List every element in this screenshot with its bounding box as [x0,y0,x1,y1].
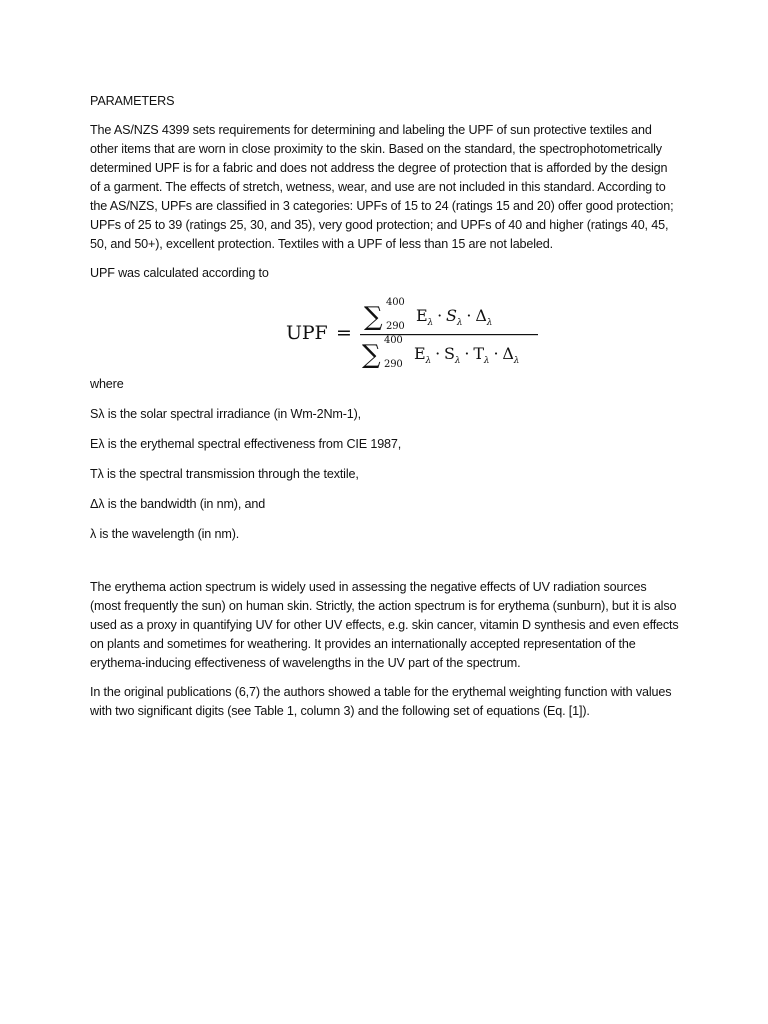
definition-item: λ is the wavelength (in nm). [90,527,240,541]
numerator-terms: $E_\lambda \cdot S_\lambda \cdot \Delta_\lambda$ [416,306,493,328]
section-spacer [90,555,680,578]
document-body [90,92,680,731]
definition-item: Eλ is the erythemal spectral effectiveness from CIE 1987, [90,437,402,451]
numerator-sum-upper: 400 [386,297,405,308]
denominator-terms: $E_\lambda \cdot S_\lambda \cdot T_\lambda \cdot \Delta_\lambda$ [414,344,520,366]
formula-intro: UPF was calculated according to [90,266,269,280]
denominator-sum-upper: 400 [384,335,403,346]
section-heading: PARAMETERS [90,94,175,108]
numerator-sigma: ∑ [364,302,383,332]
intro-paragraph: The AS/NZS 4399 sets requirements for determining and labeling the UPF of sun protective textiles and other items that are worn in close proximity to the skin. Based on the standard, the spectrophotometrically determined UPF is for a fabric and does not address the degree of protection that is afforded by the design of a garment. The effects of stretch, wetness, wear, and use are not included in this standard. According to the AS/NZS, UPFs are classified in 3 categories: UPFs of 15 to 24 (ratings 15 and 20) offer good protection; UPFs of 25 to 39 (ratings 25, 30, and 35), very good protection; and UPFs of 40 and higher (ratings 40, 45, 50, and 50+), excellent protection. Textiles with a UPF of less than 15 are not labeled. [90,123,674,251]
where-label: where [90,377,124,391]
upf-formula [90,287,680,371]
definition-item: Δλ is the bandwidth (in nm), and [90,497,266,511]
upf-formula-graphic [286,287,546,371]
definition-item: Tλ is the spectral transmission through the textile, [90,467,359,481]
formula-equals: = [336,322,352,344]
formula-lhs: UPF [286,322,328,344]
definition-item: Sλ is the solar spectral irradiance (in Wm-2Nm-1), [90,407,362,421]
denominator-sigma: ∑ [362,340,381,370]
denominator-sum-lower: 290 [384,359,403,370]
publications-paragraph: In the original publications (6,7) the authors showed a table for the erythemal weighting function with values with two significant digits (see Table 1, column 3) and the following set of equations (Eq. [1]). [90,685,672,718]
numerator-sum-lower: 290 [386,321,405,332]
erythema-paragraph: The erythema action spectrum is widely used in assessing the negative effects of UV radiation sources (most frequently the sun) on human skin. Strictly, the action spectrum is for erythema (sunburn), but it is also used as a proxy in quantifying UV for other UV effects, e.g. skin cancer, vitamin D synthesis and even effects on plants and sometimes for weathering. It provides an internationally accepted representation of the erythema-inducing effectiveness of wavelengths in the UV part of the spectrum. [90,580,679,670]
